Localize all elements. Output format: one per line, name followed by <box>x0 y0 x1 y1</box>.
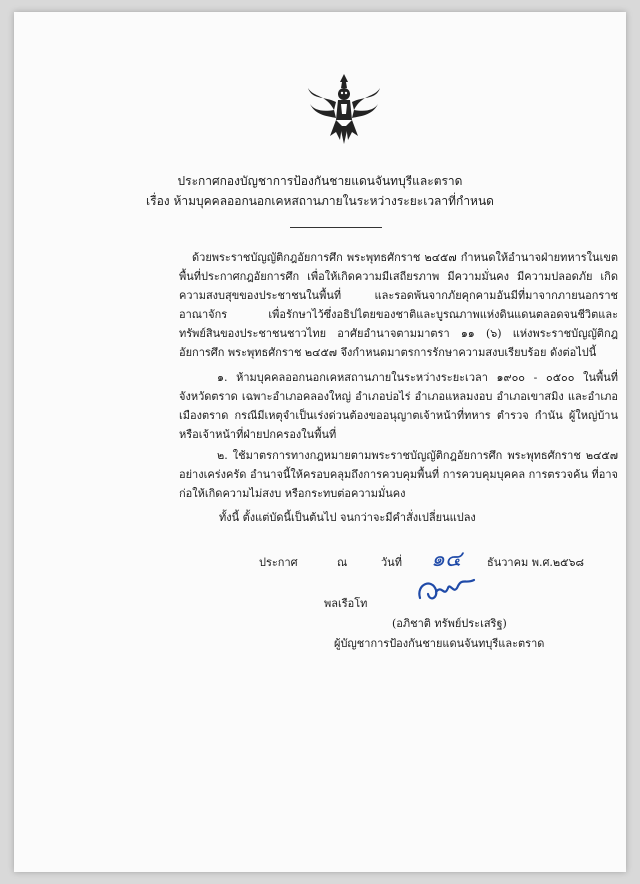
measure-item-2 <box>179 446 618 503</box>
handwritten-signature <box>414 574 484 608</box>
dateline-announced: ประกาศ <box>259 556 298 569</box>
signer-name: (อภิชาติ ทรัพย์ประเสริฐ) <box>392 617 507 630</box>
dateline-month-year: ธันวาคม พ.ศ.๒๕๖๘ <box>487 556 584 569</box>
closing-statement: ทั้งนี้ ตั้งแต่บัดนี้เป็นต้นไป จนกว่าจะมีคำสั่งเปลี่ยนแปลง <box>219 511 476 524</box>
preamble-paragraph <box>179 248 618 362</box>
signer-rank: พลเรือโท <box>324 597 368 610</box>
signer-position: ผู้บัญชาการป้องกันชายแดนจันทบุรีและตราด <box>334 637 545 650</box>
dateline-at: ณ <box>337 556 348 569</box>
measure-2-text: ๒. ใช้มาตรการทางกฎหมายตามพระราชบัญญัติกฎอัยการศึก พระพุทธศักราช ๒๔๕๗ อย่างเคร่งครัด อำนาจนี้ให้ครอบคลุมถึงการควบคุมพื้นที่ การควบคุมบุคคล การตรวจค้น ที่อาจก่อให้เกิดความไม่สงบ หรือกระทบต่อความมั่นคง <box>179 449 618 500</box>
announcement-subject: เรื่อง ห้ามบุคคลออกนอกเคหสถานภายในระหว่างระยะเวลาที่กำหนด <box>146 194 494 208</box>
measure-1-text: ๑. ห้ามบุคคลออกนอกเคหสถานภายในระหว่างระยะเวลา ๑๙๐๐ - ๐๕๐๐ ในพื้นที่จังหวัดตราด เฉพาะอำเภอคลองใหญ่ อำเภอบ่อไร่ อำเภอแหลมงอบ อำเภอเขาสมิง และอำเภอเมืองตราด กรณีมีเหตุจำเป็นเร่งด่วนต้องขออนุญาตเจ้าหน้าที่ทหาร ตำรวจ กำนัน ผู้ใหญ่บ้าน หรือเจ้าหน้าที่ฝ่ายปกครองในพื้นที่ <box>179 371 618 441</box>
announcement-title: ประกาศกองบัญชาการป้องกันชายแดนจันทบุรีและตราด <box>177 174 463 188</box>
preamble-text: ด้วยพระราชบัญญัติกฎอัยการศึก พระพุทธศักราช ๒๔๕๗ กำหนดให้อำนาจฝ่ายทหารในเขตพื้นที่ประกาศกฎอัยการศึก เพื่อให้เกิดความมีเสถียรภาพ มีความมั่นคง มีความปลอดภัย เกิดความสงบสุขของประชาชนในพื้นที่ และรอดพ้นจากภัยคุกคามอันมีที่มาจากภายนอกราชอาณาจักร เพื่อรักษาไว้ซึ่งอธิปไตยของชาติและบูรณภาพแห่งดินแดนตลอดจนชีวิตและทรัพย์สินของประชาชนชาวไทย อาศัยอำนาจตามมาตรา ๑๑ (๖) แห่งพระราชบัญญัติกฎอัยการศึก พระพุทธศักราช ๒๔๕๗ จึงกำหนดมาตรการรักษาความสงบเรียบร้อย ดังต่อไปนี้ <box>179 251 618 359</box>
dateline-day-handwritten: ๑๔ <box>431 547 462 572</box>
dateline-day-label: วันที่ <box>381 556 402 569</box>
garuda-emblem-icon <box>304 70 384 150</box>
title-divider <box>290 227 382 228</box>
measure-item-1 <box>179 368 618 444</box>
document-page <box>14 12 626 872</box>
